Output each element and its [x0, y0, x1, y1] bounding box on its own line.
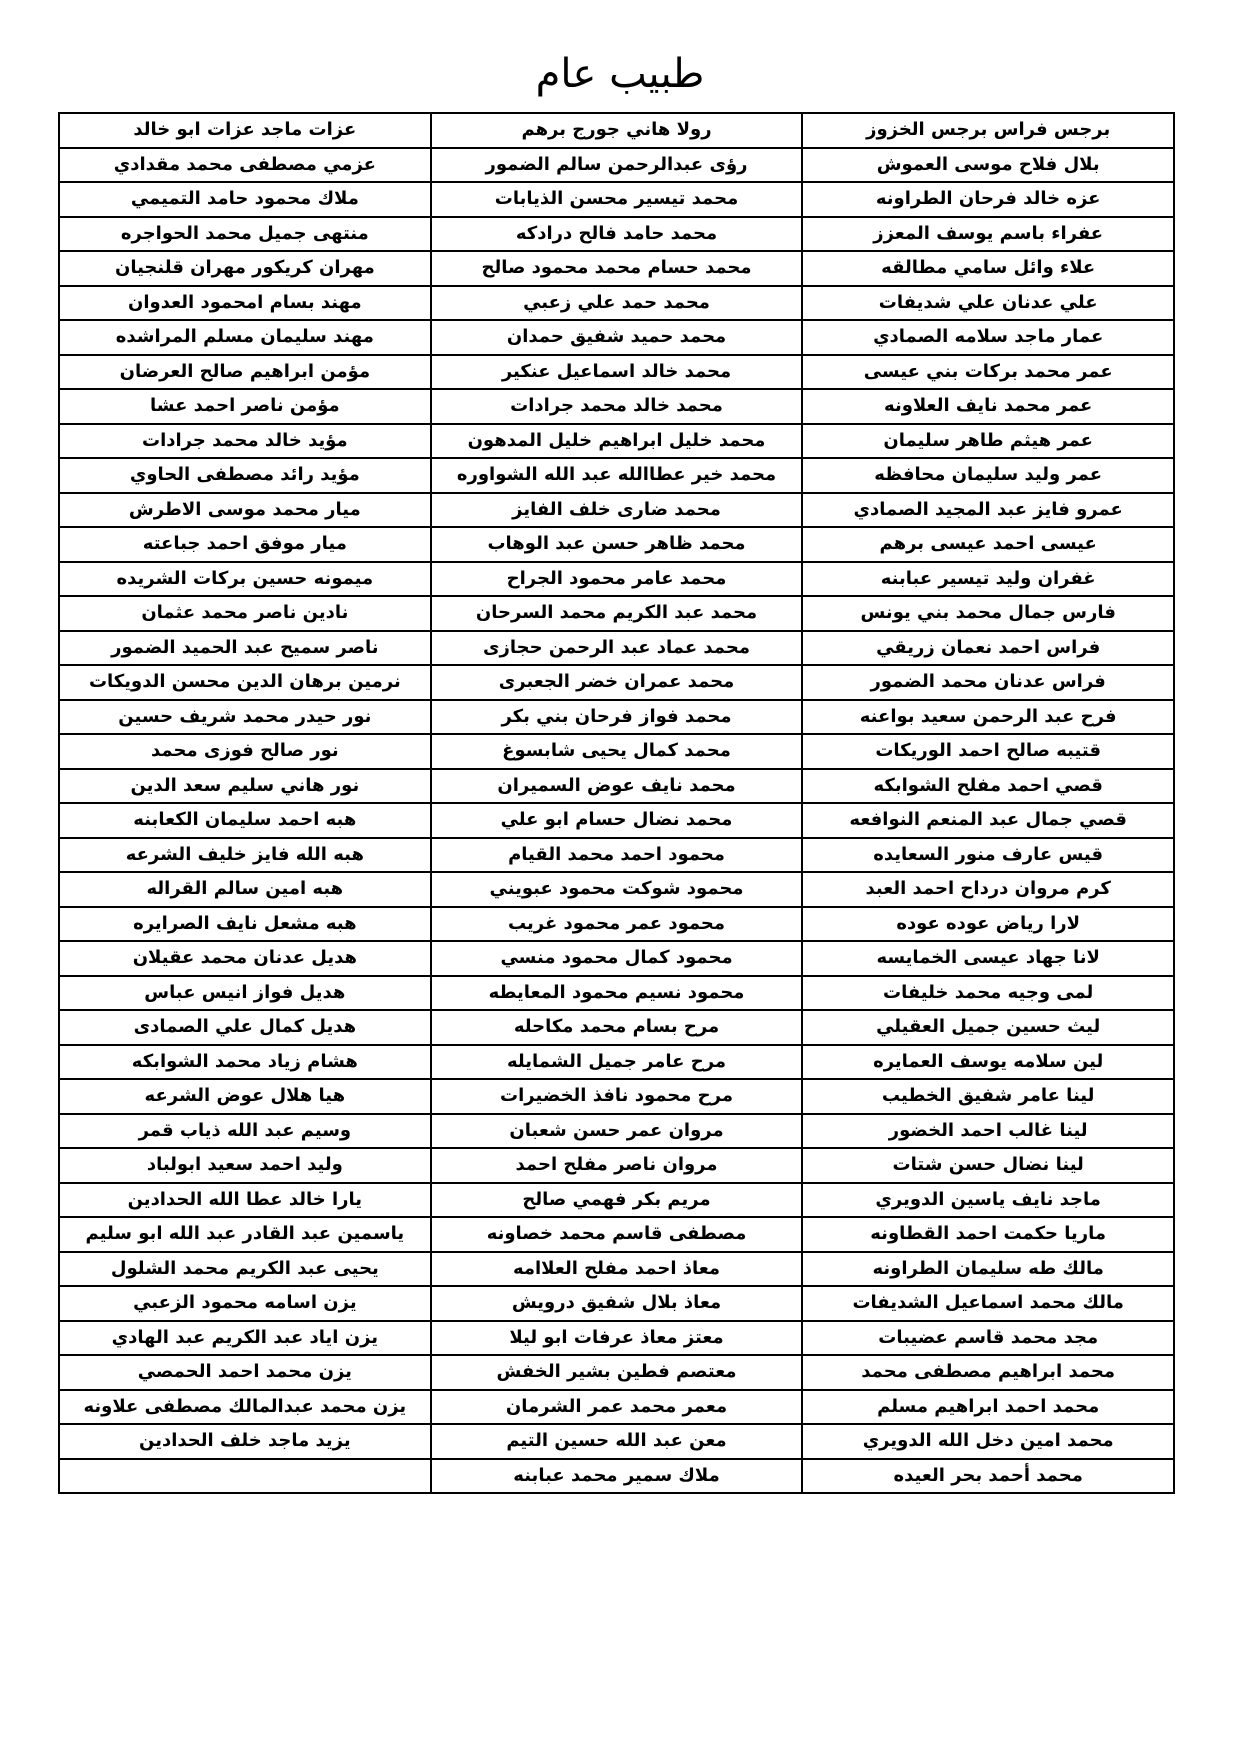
name-cell: محمد فواز فرحان بني بكر	[431, 700, 803, 735]
name-cell: معتصم فطين بشير الخفش	[431, 1355, 803, 1390]
name-cell: مروان عمر حسن شعبان	[431, 1114, 803, 1149]
name-cell: ميمونه حسين بركات الشريده	[59, 562, 431, 597]
table-row	[59, 769, 1174, 804]
name-cell: نرمين برهان الدين محسن الدويكات	[59, 665, 431, 700]
table-row	[59, 1286, 1174, 1321]
name-cell: محمود عمر محمود غريب	[431, 907, 803, 942]
name-cell: مصطفى قاسم محمد خصاونه	[431, 1217, 803, 1252]
name-cell: محمد نايف عوض السميران	[431, 769, 803, 804]
name-cell: علاء وائل سامي مطالقه	[802, 251, 1174, 286]
name-cell: فراس احمد نعمان زريقي	[802, 631, 1174, 666]
name-cell: قصي جمال عبد المنعم النوافعه	[802, 803, 1174, 838]
name-cell: محمد ابراهيم مصطفى محمد	[802, 1355, 1174, 1390]
name-cell: عيسى احمد عيسى برهم	[802, 527, 1174, 562]
name-cell: وسيم عبد الله ذياب قمر	[59, 1114, 431, 1149]
name-cell: لينا غالب احمد الخضور	[802, 1114, 1174, 1149]
name-cell: لين سلامه يوسف العمايره	[802, 1045, 1174, 1080]
name-cell: محمد حمد علي زعبي	[431, 286, 803, 321]
name-cell: محمد خالد محمد جرادات	[431, 389, 803, 424]
name-cell: محمد عامر محمود الجراح	[431, 562, 803, 597]
name-cell: لينا عامر شفيق الخطيب	[802, 1079, 1174, 1114]
name-cell: معتز معاذ عرفات ابو ليلا	[431, 1321, 803, 1356]
name-cell: يحيى عبد الكريم محمد الشلول	[59, 1252, 431, 1287]
name-cell: عمر هيثم طاهر سليمان	[802, 424, 1174, 459]
name-cell: محمد خالد اسماعيل عنكير	[431, 355, 803, 390]
table-row	[59, 1045, 1174, 1080]
table-row	[59, 700, 1174, 735]
name-cell: عفراء باسم يوسف المعزز	[802, 217, 1174, 252]
name-cell: لينا نضال حسن شتات	[802, 1148, 1174, 1183]
name-cell: مؤمن ابراهيم صالح العرضان	[59, 355, 431, 390]
name-cell: نور هاني سليم سعد الدين	[59, 769, 431, 804]
name-cell: علي عدنان علي شديفات	[802, 286, 1174, 321]
table-row	[59, 527, 1174, 562]
name-cell: يزن اياد عبد الكريم عبد الهادي	[59, 1321, 431, 1356]
name-cell: هبه مشعل نايف الصرايره	[59, 907, 431, 942]
table-row	[59, 182, 1174, 217]
name-cell: مهند سليمان مسلم المراشده	[59, 320, 431, 355]
name-cell: معمر محمد عمر الشرمان	[431, 1390, 803, 1425]
name-cell: قصي احمد مفلح الشوابكه	[802, 769, 1174, 804]
name-cell: لارا رياض عوده عوده	[802, 907, 1174, 942]
table-row	[59, 941, 1174, 976]
names-table	[58, 112, 1175, 1494]
name-cell: محمد تيسير محسن الذيابات	[431, 182, 803, 217]
name-cell: مهران كريكور مهران قلنجيان	[59, 251, 431, 286]
name-cell: ماريا حكمت احمد القطاونه	[802, 1217, 1174, 1252]
table-row	[59, 355, 1174, 390]
name-cell: محمد احمد ابراهيم مسلم	[802, 1390, 1174, 1425]
table-row	[59, 424, 1174, 459]
name-cell: بلال فلاح موسى العموش	[802, 148, 1174, 183]
name-cell: محمد حميد شفيق حمدان	[431, 320, 803, 355]
name-cell: عمار ماجد سلامه الصمادي	[802, 320, 1174, 355]
table-row	[59, 1424, 1174, 1459]
table-row	[59, 562, 1174, 597]
table-row	[59, 1355, 1174, 1390]
name-cell: عزمي مصطفى محمد مقدادي	[59, 148, 431, 183]
name-cell: محمود كمال محمود منسي	[431, 941, 803, 976]
name-cell: محمد خير عطاالله عبد الله الشواوره	[431, 458, 803, 493]
name-cell: محمد عماد عبد الرحمن حجازى	[431, 631, 803, 666]
table-row	[59, 1390, 1174, 1425]
table-row	[59, 803, 1174, 838]
name-cell: غفران وليد تيسير عبابنه	[802, 562, 1174, 597]
table-row	[59, 665, 1174, 700]
name-cell: مؤيد رائد مصطفى الحاوي	[59, 458, 431, 493]
name-cell: ملاك محمود حامد التميمي	[59, 182, 431, 217]
name-cell: ملاك سمير محمد عبابنه	[431, 1459, 803, 1494]
name-cell: يزيد ماجد خلف الحدادين	[59, 1424, 431, 1459]
name-cell: لمى وجيه محمد خليفات	[802, 976, 1174, 1011]
table-row	[59, 251, 1174, 286]
table-row	[59, 1183, 1174, 1218]
table-row	[59, 838, 1174, 873]
name-cell: نور حيدر محمد شريف حسين	[59, 700, 431, 735]
name-cell: محمد نضال حسام ابو علي	[431, 803, 803, 838]
table-row	[59, 872, 1174, 907]
table-row	[59, 976, 1174, 1011]
name-cell: محمد ضارى خلف الفايز	[431, 493, 803, 528]
name-cell: عمر وليد سليمان محافظه	[802, 458, 1174, 493]
table-row	[59, 1252, 1174, 1287]
name-cell: مريم بكر فهمي صالح	[431, 1183, 803, 1218]
name-cell: يزن محمد احمد الحمصي	[59, 1355, 431, 1390]
name-cell: هبه الله فايز خليف الشرعه	[59, 838, 431, 873]
name-cell: محمد حامد فالح درادكه	[431, 217, 803, 252]
name-cell: يزن اسامه محمود الزعبي	[59, 1286, 431, 1321]
name-cell: عزه خالد فرحان الطراونه	[802, 182, 1174, 217]
name-cell: لانا جهاد عيسى الخمايسه	[802, 941, 1174, 976]
names-table-body	[59, 113, 1174, 1493]
table-row	[59, 907, 1174, 942]
table-row	[59, 734, 1174, 769]
name-cell: برجس فراس برجس الخزوز	[802, 113, 1174, 148]
table-row	[59, 631, 1174, 666]
name-cell: هديل كمال علي الصمادى	[59, 1010, 431, 1045]
name-cell: محمد خليل ابراهيم خليل المدهون	[431, 424, 803, 459]
name-cell: يارا خالد عطا الله الحدادين	[59, 1183, 431, 1218]
table-row	[59, 1010, 1174, 1045]
name-cell: محمد عمران خضر الجعبرى	[431, 665, 803, 700]
name-cell: منتهى جميل محمد الحواجره	[59, 217, 431, 252]
name-cell: معاذ بلال شفيق درويش	[431, 1286, 803, 1321]
name-cell: فرح عبد الرحمن سعيد بواعنه	[802, 700, 1174, 735]
name-cell: قتيبه صالح احمد الوريكات	[802, 734, 1174, 769]
name-cell: هشام زياد محمد الشوابكه	[59, 1045, 431, 1080]
name-cell: نادين ناصر محمد عثمان	[59, 596, 431, 631]
table-row	[59, 596, 1174, 631]
table-row	[59, 1148, 1174, 1183]
table-row	[59, 113, 1174, 148]
name-cell: عمرو فايز عبد المجيد الصمادي	[802, 493, 1174, 528]
table-row	[59, 1079, 1174, 1114]
name-cell: مؤيد خالد محمد جرادات	[59, 424, 431, 459]
name-cell: ميار محمد موسى الاطرش	[59, 493, 431, 528]
name-cell: عمر محمد بركات بني عيسى	[802, 355, 1174, 390]
name-cell: وليد احمد سعيد ابولباد	[59, 1148, 431, 1183]
name-cell: محمد امين دخل الله الدويري	[802, 1424, 1174, 1459]
name-cell: محمود شوكت محمود عبويني	[431, 872, 803, 907]
name-cell: فراس عدنان محمد الضمور	[802, 665, 1174, 700]
name-cell: معاذ احمد مفلح العلاامه	[431, 1252, 803, 1287]
table-row	[59, 217, 1174, 252]
name-cell: هديل عدنان محمد عقيلان	[59, 941, 431, 976]
name-cell: يزن محمد عبدالمالك مصطفى علاونه	[59, 1390, 431, 1425]
name-cell: عمر محمد نايف العلاونه	[802, 389, 1174, 424]
name-cell: فارس جمال محمد بني يونس	[802, 596, 1174, 631]
name-cell: ليث حسين جميل العقيلي	[802, 1010, 1174, 1045]
name-cell: محمود نسيم محمود المعايطه	[431, 976, 803, 1011]
name-cell: مروان ناصر مفلح احمد	[431, 1148, 803, 1183]
table-row	[59, 286, 1174, 321]
table-row	[59, 1459, 1174, 1494]
table-row	[59, 458, 1174, 493]
name-cell: مالك محمد اسماعيل الشديفات	[802, 1286, 1174, 1321]
name-cell: عزات ماجد عزات ابو خالد	[59, 113, 431, 148]
name-cell: مرح عامر جميل الشمايله	[431, 1045, 803, 1080]
name-cell: محمد أحمد بحر العيده	[802, 1459, 1174, 1494]
name-cell: ياسمين عبد القادر عبد الله ابو سليم	[59, 1217, 431, 1252]
name-cell: محمد كمال يحيى شابسوغ	[431, 734, 803, 769]
name-cell: هبه امين سالم القراله	[59, 872, 431, 907]
table-row	[59, 148, 1174, 183]
name-cell: نور صالح فوزى محمد	[59, 734, 431, 769]
name-cell: مؤمن ناصر احمد عشا	[59, 389, 431, 424]
name-cell: مرح بسام محمد مكاحله	[431, 1010, 803, 1045]
name-cell	[59, 1459, 431, 1494]
table-row	[59, 493, 1174, 528]
name-cell: مجد محمد قاسم عضيبات	[802, 1321, 1174, 1356]
table-row	[59, 1321, 1174, 1356]
name-cell: ناصر سميح عبد الحميد الضمور	[59, 631, 431, 666]
name-cell: محمد عبد الكريم محمد السرحان	[431, 596, 803, 631]
name-cell: ماجد نايف ياسين الدويري	[802, 1183, 1174, 1218]
name-cell: محمود احمد محمد القيام	[431, 838, 803, 873]
name-cell: هديل فواز انيس عباس	[59, 976, 431, 1011]
name-cell: كرم مروان درداح احمد العبد	[802, 872, 1174, 907]
name-cell: محمد حسام محمد محمود صالح	[431, 251, 803, 286]
name-cell: هيا هلال عوض الشرعه	[59, 1079, 431, 1114]
table-row	[59, 320, 1174, 355]
name-cell: مهند بسام امحمود العدوان	[59, 286, 431, 321]
name-cell: معن عبد الله حسين التيم	[431, 1424, 803, 1459]
page-title: طبيب عام	[535, 51, 705, 97]
name-cell: هبه احمد سليمان الكعابنه	[59, 803, 431, 838]
table-row	[59, 1114, 1174, 1149]
name-cell: محمد ظاهر حسن عبد الوهاب	[431, 527, 803, 562]
name-cell: رولا هاني جورج برهم	[431, 113, 803, 148]
name-cell: ميار موفق احمد جباعته	[59, 527, 431, 562]
table-row	[59, 1217, 1174, 1252]
name-cell: مرح محمود نافذ الخضيرات	[431, 1079, 803, 1114]
name-cell: رؤى عبدالرحمن سالم الضمور	[431, 148, 803, 183]
name-cell: مالك طه سليمان الطراونه	[802, 1252, 1174, 1287]
table-row	[59, 389, 1174, 424]
name-cell: قيس عارف منور السعايده	[802, 838, 1174, 873]
